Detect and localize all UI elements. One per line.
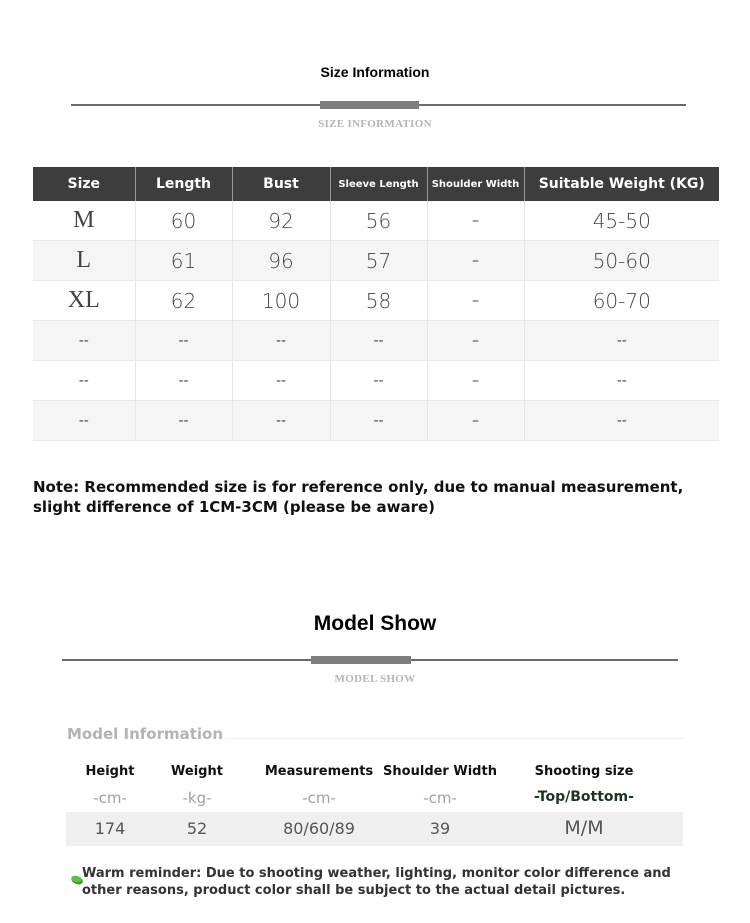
- size-table-cell: --: [33, 321, 135, 361]
- model-section-title: Model Show: [313, 612, 437, 635]
- model-information-table: [66, 762, 683, 846]
- size-table-cell: 61: [135, 241, 232, 281]
- size-table-row: [33, 321, 719, 361]
- size-table-cell: --: [524, 361, 719, 401]
- model-information-title: Model Information: [67, 725, 224, 743]
- size-table-cell: --: [330, 361, 427, 401]
- size-table-cell: --: [524, 401, 719, 441]
- size-table-cell: --: [232, 401, 330, 441]
- size-table-row: [33, 201, 719, 241]
- header-size: Size: [33, 167, 135, 201]
- model-value-shooting-size: M/M: [564, 817, 604, 839]
- size-table-cell: --: [135, 401, 232, 441]
- size-table-header: [33, 167, 719, 201]
- size-table-cell: 60-70: [524, 281, 719, 321]
- size-table-cell: –: [427, 401, 524, 441]
- model-value-shoulder-width: 39: [429, 819, 451, 838]
- model-header-shoulder-width: Shoulder Width: [383, 764, 497, 779]
- size-table-cell: 60: [135, 201, 232, 241]
- size-table-cell: --: [330, 401, 427, 441]
- size-table-cell: M: [33, 201, 135, 241]
- size-table-cell: 58: [330, 281, 427, 321]
- model-unit-height: -cm-: [93, 789, 127, 807]
- model-information-divider: [225, 738, 683, 739]
- size-table-cell: 56: [330, 201, 427, 241]
- size-table-cell: –: [427, 281, 524, 321]
- warm-reminder: Warm reminder: Due to shooting weather, lighting, monitor color difference and other reasons, product color shall be subject to the actual detail pictures.: [82, 866, 671, 898]
- size-table-row: [33, 361, 719, 401]
- header-bust: Bust: [232, 167, 330, 201]
- size-table-cell: 96: [232, 241, 330, 281]
- size-section-subtitle: SIZE INFORMATION: [318, 118, 432, 130]
- model-header-height: Height: [85, 764, 135, 779]
- size-table-cell: L: [33, 241, 135, 281]
- size-table-row: [33, 241, 719, 281]
- size-table-cell: --: [232, 361, 330, 401]
- size-table: [33, 167, 719, 441]
- model-header-measurements: Measurements: [264, 764, 374, 779]
- model-header-weight: Weight: [171, 764, 223, 779]
- size-table-cell: --: [135, 321, 232, 361]
- size-table-cell: –: [427, 321, 524, 361]
- size-table-cell: 57: [330, 241, 427, 281]
- size-table-cell: --: [33, 361, 135, 401]
- size-note: Note: Recommended size is for reference only, due to manual measurement, slight difference of 1CM-3CM (please be aware): [33, 478, 684, 516]
- model-unit-shoulder-width: -cm-: [423, 789, 457, 807]
- model-header-shooting-size: Shooting size: [534, 764, 634, 779]
- model-unit-weight: -kg-: [182, 789, 212, 807]
- model-unit-measurements: -cm-: [302, 789, 336, 807]
- size-table-cell: 92: [232, 201, 330, 241]
- model-info-values: [66, 812, 683, 846]
- size-table-cell: –: [427, 361, 524, 401]
- model-info-units: [66, 787, 683, 812]
- size-table-cell: XL: [33, 281, 135, 321]
- model-unit-shooting-size: -Top/Bottom-: [534, 789, 634, 805]
- model-section-subtitle: MODEL SHOW: [334, 673, 416, 685]
- header-length: Length: [135, 167, 232, 201]
- model-value-height: 174: [94, 819, 126, 838]
- model-title-divider-accent: [311, 656, 411, 664]
- model-value-weight: 52: [186, 819, 208, 838]
- size-table-cell: --: [330, 321, 427, 361]
- size-table-row: [33, 401, 719, 441]
- size-section-title: Size Information: [320, 64, 430, 80]
- size-table-cell: 50-60: [524, 241, 719, 281]
- size-table-cell: --: [135, 361, 232, 401]
- size-table-cell: 100: [232, 281, 330, 321]
- size-table-cell: 45-50: [524, 201, 719, 241]
- model-value-measurements: 80/60/89: [283, 819, 355, 838]
- size-table-row: [33, 281, 719, 321]
- size-table-cell: –: [427, 201, 524, 241]
- size-table-cell: --: [524, 321, 719, 361]
- size-table-cell: 62: [135, 281, 232, 321]
- model-info-headers: [66, 762, 683, 787]
- size-table-cell: –: [427, 241, 524, 281]
- size-table-cell: --: [33, 401, 135, 441]
- header-sleeve-length: Sleeve Length: [330, 167, 427, 201]
- size-table-cell: --: [232, 321, 330, 361]
- header-shoulder-width: Shoulder Width: [427, 167, 524, 201]
- size-title-divider-accent: [320, 101, 419, 109]
- header-suitable-weight: Suitable Weight (KG): [524, 167, 719, 201]
